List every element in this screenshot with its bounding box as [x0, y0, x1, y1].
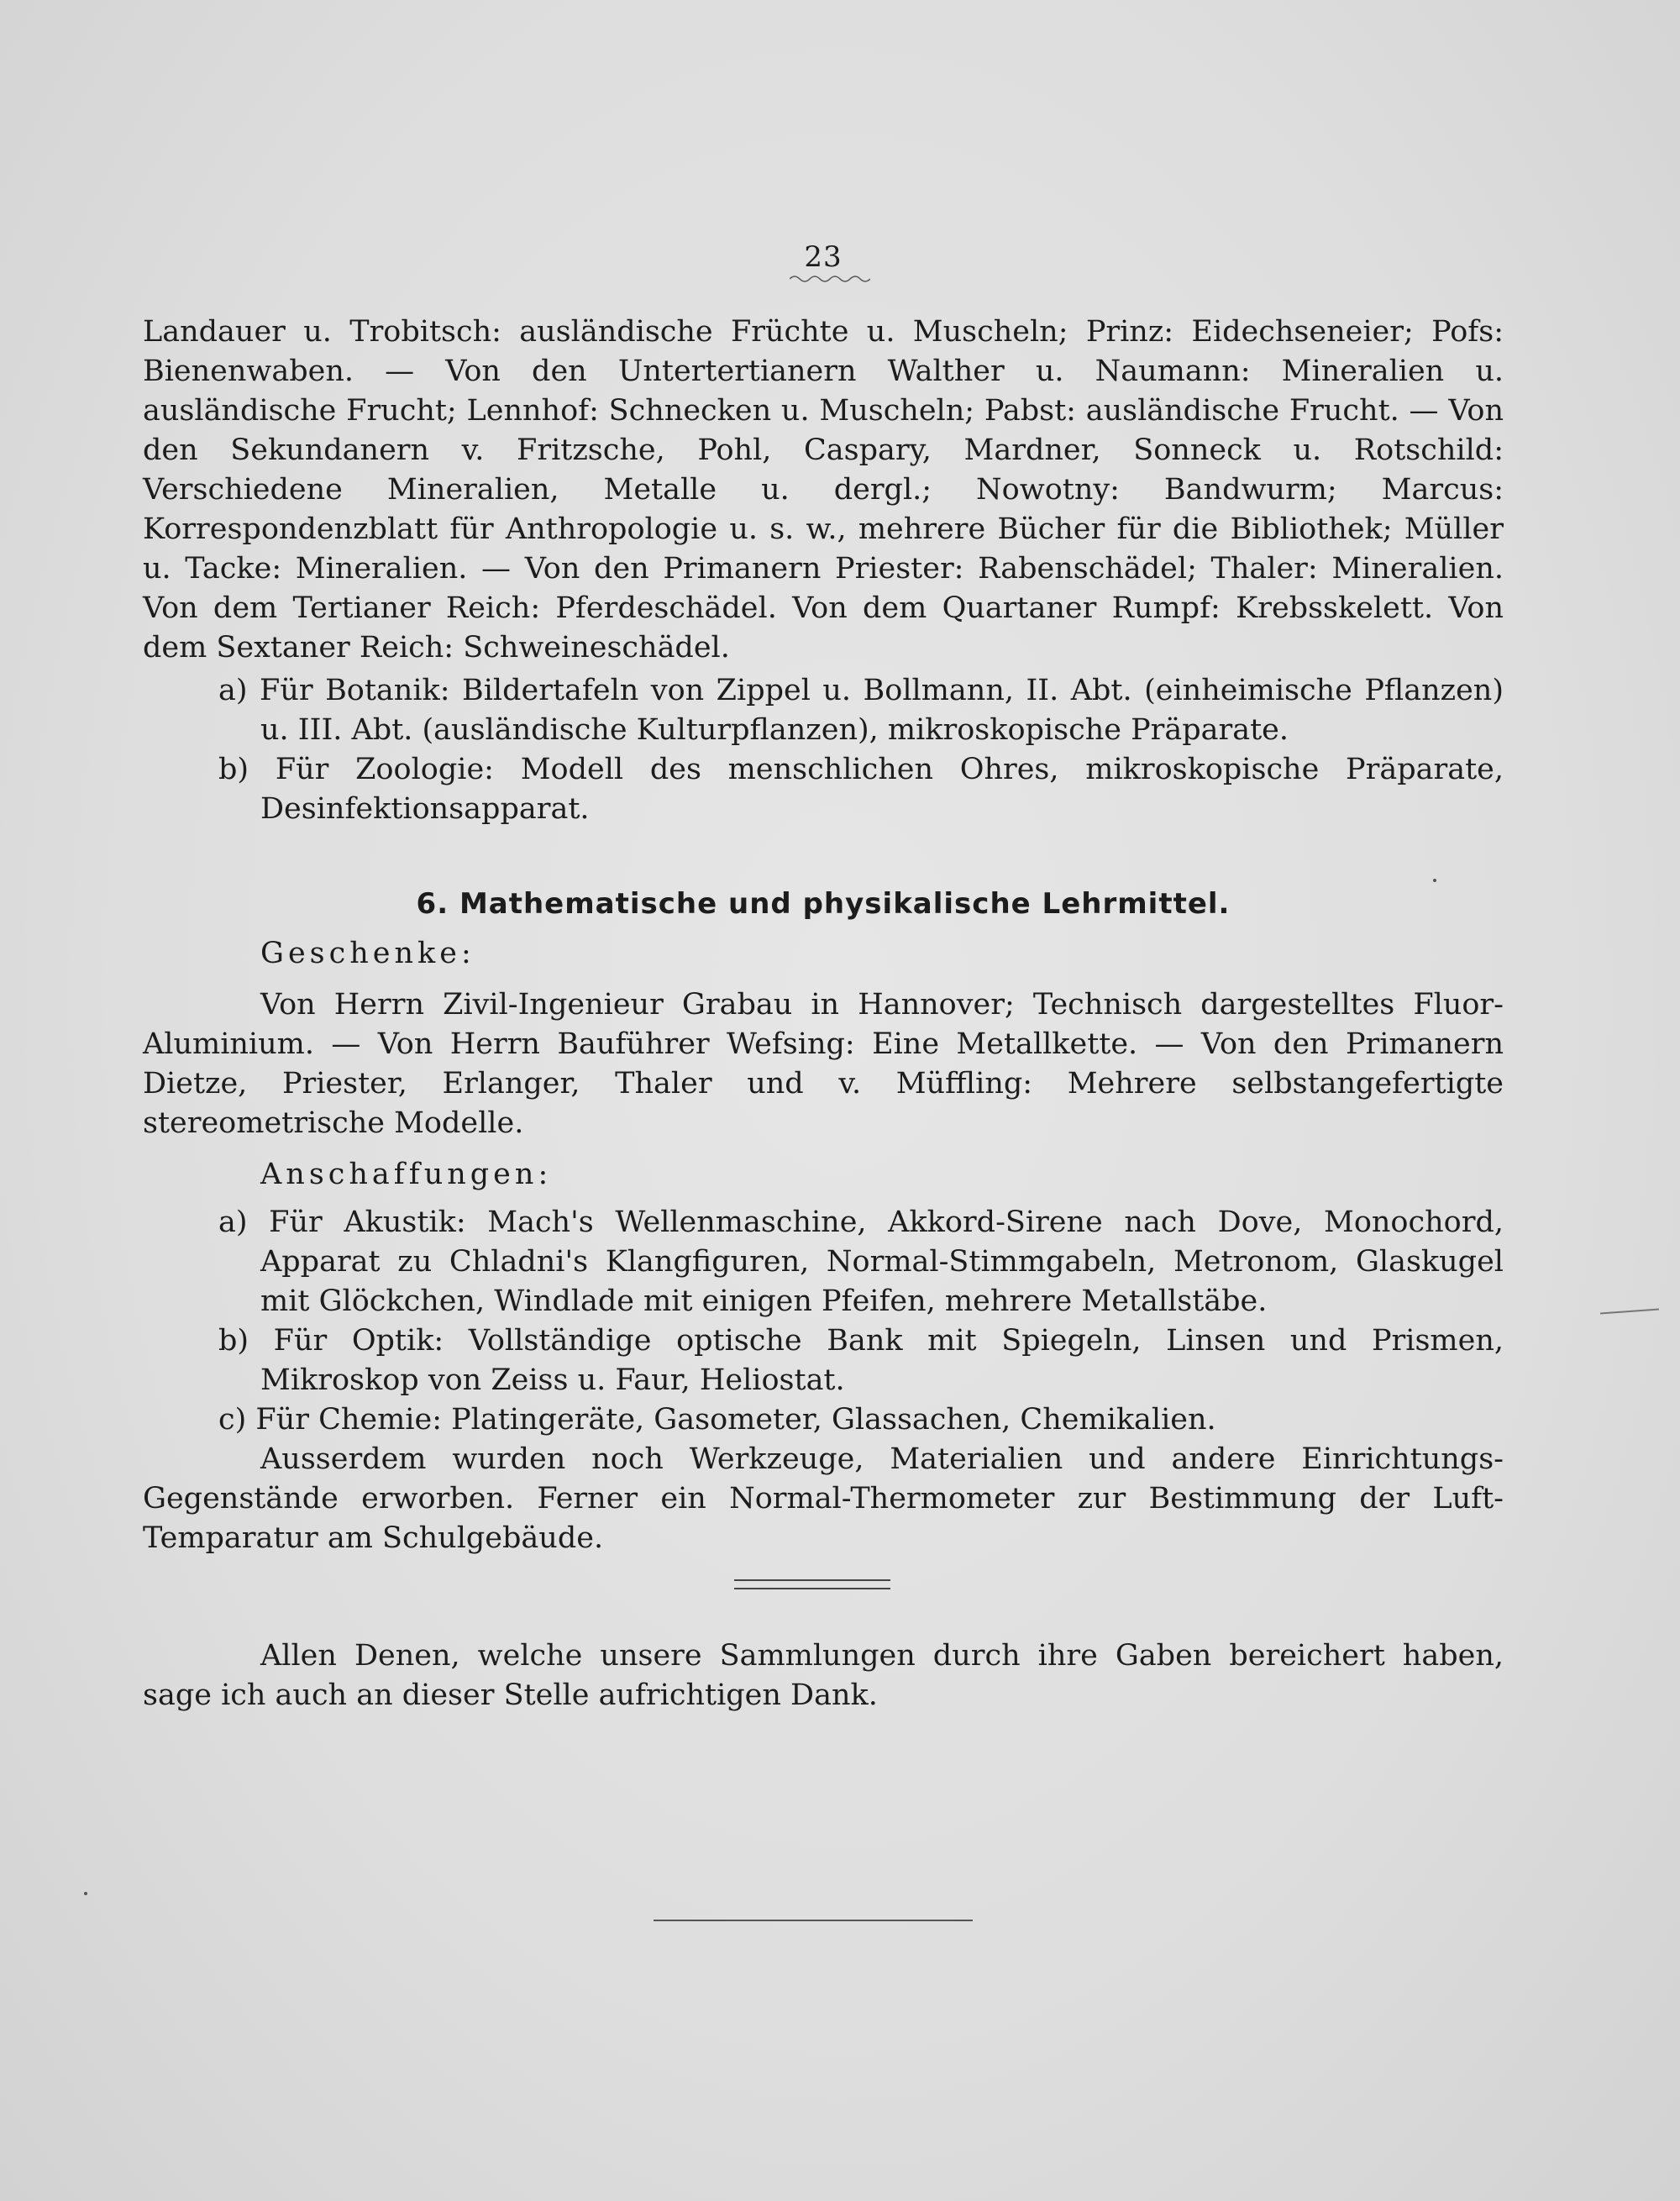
- list-marker: c): [218, 1403, 247, 1437]
- page-number: 23: [804, 240, 843, 274]
- section-body: [143, 934, 1504, 1558]
- anschaffungen-label: Anschaffungen:: [260, 1158, 553, 1191]
- speck: [84, 1892, 87, 1895]
- list-text: Für Akustik: Mach's Wellenmaschine, Akkord-Sirene nach Dove, Monochord, Apparat zu Chladni's Klangfiguren, Normal-Stimmgabeln, Metronom, Glaskugel mit Glöckchen, Windlade mit einigen Pfeifen, mehrere Metallstäbe.: [260, 1206, 1504, 1318]
- section-heading: 6. Mathematische und physikalische Lehrmittel.: [416, 887, 1231, 921]
- list-item-chemie: [143, 1400, 1504, 1440]
- list-marker: b): [218, 1324, 249, 1358]
- donations-paragraph: Landauer u. Trobitsch: ausländische Früchte u. Muscheln; Prinz: Eidechseneier; Pofs: Bienenwaben. — Von den Untertertianern Walther u. Naumann: Mineralien u. ausländische Frucht; Lennhof: Schnecken u. Muscheln; Pabst: ausländische Frucht. — Von den Sekundanern v. Fritzsche, Pohl, Caspary, Mardner, Sonneck u. Rotschild: Verschiedene Mineralien, Metalle u. dergl.; Nowotny: Bandwurm; Marcus: Korrespondenzblatt für Anthropologie u. s. w., mehrere Bücher für die Bibliothek; Müller u. Tacke: Mineralien. — Von den Primanern Priester: Rabenschädel; Thaler: Mineralien. Von dem Tertianer Reich: Pferdeschädel. Von dem Quartaner Rumpf: Krebsskelett. Von dem Sextaner Reich: Schweineschädel.: [143, 315, 1504, 665]
- list-item-optik: [143, 1321, 1504, 1400]
- donations-continued: [143, 313, 1504, 829]
- ausserdem-paragraph: Ausserdem wurden noch Werkzeuge, Materialien und andere Einrichtungs-Gegenstände erworben. Ferner ein Normal-Thermometer zur Bestimmung der Luft-Temparatur am Schulgebäude.: [143, 1442, 1504, 1555]
- closing-section: [143, 1636, 1504, 1715]
- list-text: Für Zoologie: Modell des menschlichen Ohres, mikroskopische Präparate, Desinfektionsapparat.: [260, 753, 1504, 826]
- page-number-ornament: [790, 274, 870, 284]
- geschenke-paragraph: Von Herrn Zivil-Ingenieur Grabau in Hannover; Technisch dargestelltes Fluor-Aluminium. — Von Herrn Bauführer Wefsing: Eine Metallkette. — Von den Primanern Dietze, Priester, Erlanger, Thaler und v. Müffling: Mehrere selbstangefertigte stereometrische Modelle.: [143, 988, 1504, 1140]
- closing-paragraph: Allen Denen, welche unsere Sammlungen durch ihre Gaben bereichert haben, sage ich auch an dieser Stelle aufrichtigen Dank.: [143, 1639, 1504, 1712]
- speck: [1433, 879, 1436, 882]
- list-item-akustik: [143, 1203, 1504, 1321]
- list-marker: a): [218, 1206, 248, 1239]
- list-marker: b): [218, 753, 249, 786]
- end-rule: [654, 1920, 973, 1921]
- geschenke-label: Geschenke:: [260, 937, 475, 970]
- list-marker: a): [218, 674, 248, 707]
- list-text: Für Optik: Vollständige optische Bank mit Spiegeln, Linsen und Prismen, Mikroskop von Zeiss u. Faur, Heliostat.: [260, 1324, 1504, 1397]
- list-item-botanik: [143, 671, 1504, 750]
- margin-pencil-mark: [1600, 1309, 1659, 1315]
- list-item-zoologie: [143, 750, 1504, 829]
- list-text: Für Chemie: Platingeräte, Gasometer, Glassachen, Chemikalien.: [255, 1403, 1216, 1437]
- list-text: Für Botanik: Bildertafeln von Zippel u. Bollmann, II. Abt. (einheimische Pflanzen) u. III. Abt. (ausländische Kulturpflanzen), mikroskopische Präparate.: [260, 674, 1504, 747]
- double-rule-divider: [734, 1579, 890, 1589]
